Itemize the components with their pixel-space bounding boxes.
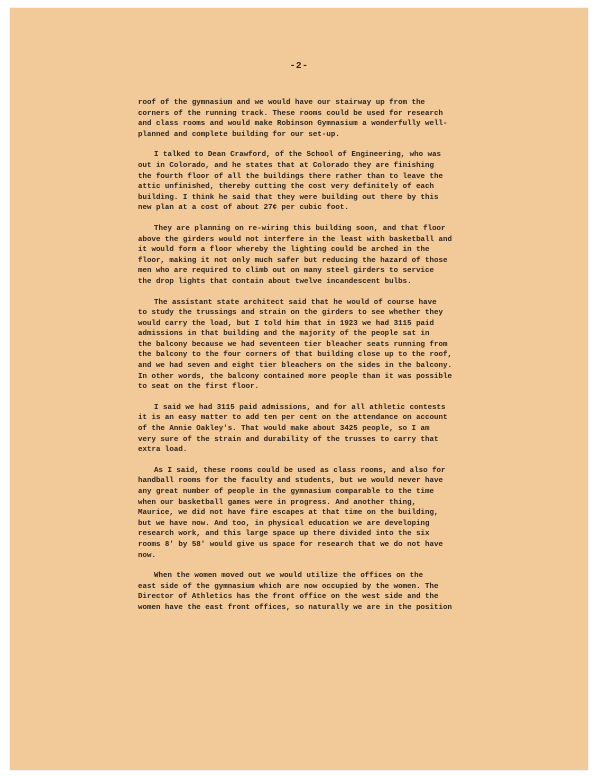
text-line: the balcony to the four corners of that building close up to the roof, [138,351,452,360]
text-line: and class rooms and would make Robinson Gymnasium a wonderfully well- [138,120,448,129]
paragraph [138,298,540,393]
paragraph [138,150,540,214]
text-line: In other words, the balcony contained more people than it was possible [138,372,452,381]
text-line: but we have now. And too, in physical education we are developing [138,519,430,528]
text-line: it is an easy matter to add ten per cent on the attendance on account [138,414,448,423]
text-line: would carry the load, but I told him that in 1923 we had 3115 paid [138,319,435,328]
text-line: above the girders would not interfere in the least with basketball and [138,235,452,244]
paragraph [138,224,540,288]
text-line: now. [138,551,156,560]
text-line: of the Annie Oakley's. That would make about 3425 people, so I am [138,425,430,434]
page-number: -2- [289,60,309,71]
text-line: the fourth floor of all the buildings there rather than to leave the [138,172,443,181]
letter-body [138,98,540,624]
text-line: to seat on the first floor. [138,383,260,392]
text-line: extra load. [138,446,188,455]
paragraph [138,466,540,561]
text-line: floor, making it not only much safer but reducing the hazard of those [138,256,448,265]
text-line: men who are required to climb out on many steel girders to service [138,267,435,276]
text-line: The assistant state architect said that he would of course have [154,298,437,307]
text-line: attic unfinished, thereby cutting the cost very definitely of each [138,183,435,192]
text-line: any great number of people in the gymnasium comparable to the time [138,488,435,496]
text-line: corners of the running track. These rooms could be used for research [138,109,443,118]
text-line: They are planning on re-wiring this building soon, and that floor [154,224,446,233]
text-line: Director of Athletics has the front office on the west side and the [138,593,439,602]
paragraph [138,98,540,140]
text-line: women have the east front offices, so naturally we are in the position [138,603,452,612]
text-line: I said we had 3115 paid admissions, and for all athletic contests [154,403,446,412]
text-line: new plan at a cost of about 27¢ per cubic foot. [138,204,349,213]
text-line: east side of the gymnasium which are now occupied by the women. The [138,582,439,591]
text-line: rooms 8' by 58' would give us space for research that we do not have [138,540,443,549]
text-line: I talked to Dean Crawford, of the School of Engineering, who was [154,151,442,160]
text-line: As I said, these rooms could be used as class rooms, and also for [154,466,446,475]
text-line: the drop lights that contain about twelve incandescent bulbs. [138,277,412,286]
text-line: when our basketball games were in progress. And another thing, [138,498,417,507]
text-line: Maurice, we did not have fire escapes at that time on the building, [138,509,439,518]
text-line: very sure of the strain and durability of the trusses to carry that [138,435,439,444]
text-line: planned and complete building for our set-up. [138,130,340,139]
document-page [10,8,588,770]
text-line: out in Colorado, and he states that at Colorado they are finishing [138,161,435,170]
text-line: When the women moved out we would utilize the offices on the [154,572,424,581]
text-line: the balcony because we had seventeen tier bleacher seats running from [138,340,448,349]
text-line: roof of the gymnasium and we would have our stairway up from the [138,99,426,107]
text-line: handball rooms for the faculty and students, but we would never have [138,477,443,486]
paragraph [138,403,540,456]
text-line: admissions in that building and the majority of the people sat in [138,330,430,339]
text-line: building. I think he said that they were building out there by this [138,193,439,202]
text-line: and we had seven and eight tier bleachers on the sides in the balcony. [138,362,452,371]
paragraph [138,571,540,613]
text-line: research work, and this large space up there divided into the six [138,530,430,539]
text-line: to study the trussings and strain on the girders to see whether they [138,309,443,318]
text-line: it would form a floor whereby the lighting could be arched in the [138,246,430,255]
